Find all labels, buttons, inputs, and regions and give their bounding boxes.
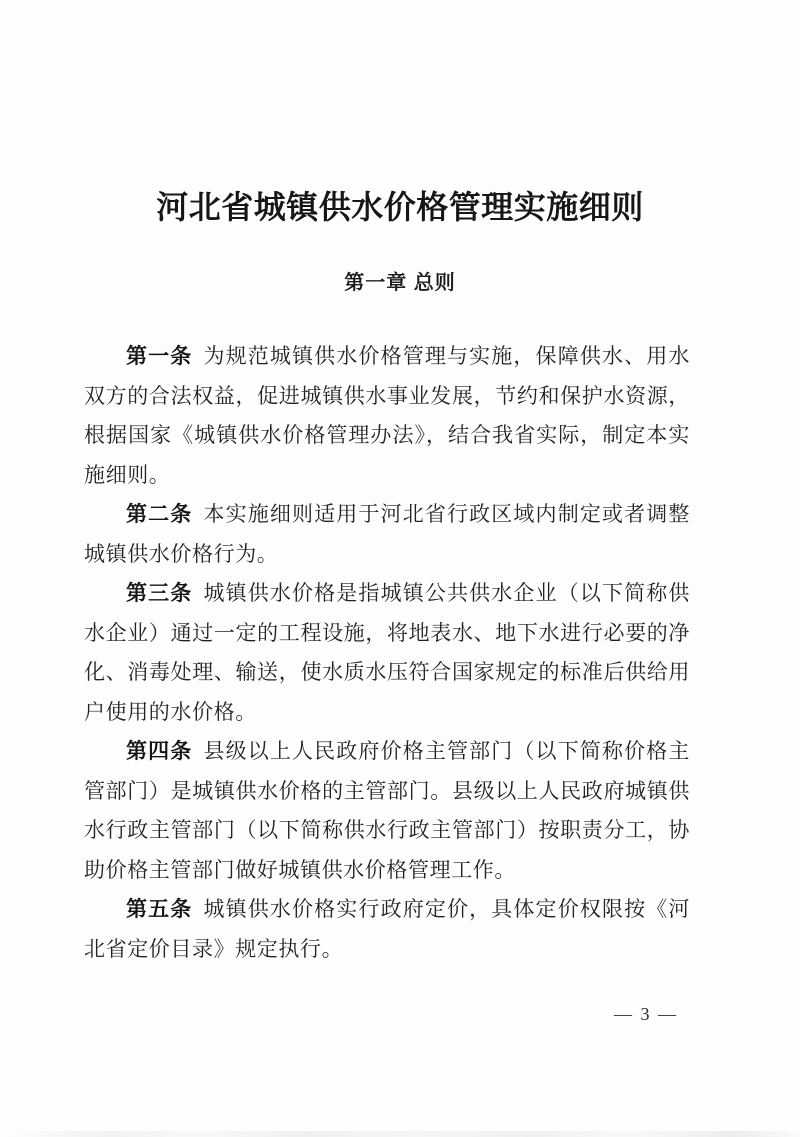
article-4 <box>84 732 690 890</box>
article-3 <box>84 574 690 732</box>
article-3-text: 城镇供水价格是指城镇公共供水企业（以下简称供水企业）通过一定的工程设施，将地表水、地下水进行必要的净化、消毒处理、输送，使水质水压符合国家规定的标准后供给用户使用的水价格。 <box>84 581 690 724</box>
article-1-number: 第一条 <box>126 345 193 368</box>
article-1 <box>84 337 690 495</box>
article-4-text: 县级以上人民政府价格主管部门（以下简称价格主管部门）是城镇供水价格的主管部门。县级以上人民政府城镇供水行政主管部门（以下简称供水行政主管部门）按职责分工，协助价格主管部门做好城镇供水价格管理工作。 <box>84 739 690 882</box>
article-4-number: 第四条 <box>126 740 193 763</box>
page-number: — 3 — <box>614 1004 678 1024</box>
article-5 <box>84 890 690 969</box>
article-5-number: 第五条 <box>126 898 193 921</box>
article-5-text: 城镇供水价格实行政府定价，具体定价权限按《河北省定价目录》规定执行。 <box>84 897 690 961</box>
document-body <box>84 337 690 969</box>
article-2-text: 本实施细则适用于河北省行政区域内制定或者调整城镇供水价格行为。 <box>84 502 690 566</box>
article-3-number: 第三条 <box>126 582 193 605</box>
document-title: 河北省城镇供水价格管理实施细则 <box>156 189 644 225</box>
article-2 <box>84 495 690 574</box>
scan-artifact-bottom-edge <box>0 1131 800 1137</box>
article-2-number: 第二条 <box>126 503 193 526</box>
chapter-heading: 第一章 总则 <box>344 272 456 294</box>
article-1-text: 为规范城镇供水价格管理与实施，保障供水、用水双方的合法权益，促进城镇供水事业发展，节约和保护水资源，根据国家《城镇供水价格管理办法》，结合我省实际，制定本实施细则。 <box>84 344 690 487</box>
